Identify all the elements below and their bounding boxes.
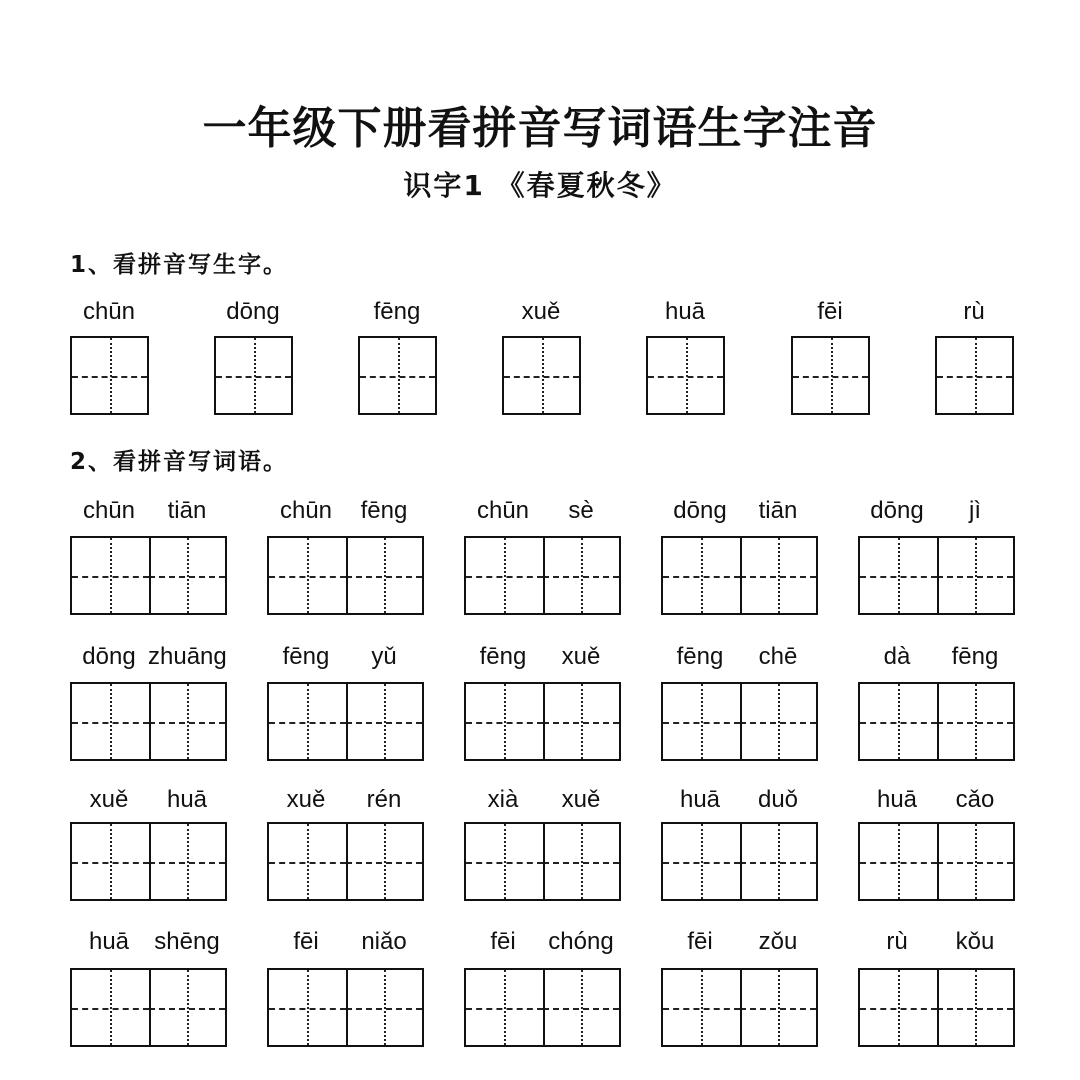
guide-line-horizontal: [543, 1008, 620, 1010]
guide-line-horizontal: [149, 722, 226, 724]
pinyin-label: fēi: [293, 928, 319, 955]
guide-line-horizontal: [937, 1008, 1014, 1010]
pinyin-label: fēi: [817, 298, 843, 325]
cell-divider: [740, 824, 742, 899]
cell-divider: [937, 538, 939, 613]
writing-cell[interactable]: [543, 824, 620, 899]
guide-line-horizontal: [269, 722, 346, 724]
pinyin-label: fēng: [282, 643, 330, 670]
writing-cell[interactable]: [860, 970, 937, 1045]
cell-divider: [149, 538, 151, 613]
guide-line-horizontal: [937, 376, 1012, 378]
writing-cell[interactable]: [663, 684, 740, 759]
cell-divider: [149, 824, 151, 899]
pinyin-label: rén: [366, 786, 402, 813]
pinyin-label: huā: [679, 786, 721, 813]
word-tianzige-box[interactable]: [464, 682, 621, 761]
cell-divider: [543, 684, 545, 759]
guide-line-horizontal: [504, 376, 579, 378]
guide-line-horizontal: [793, 376, 868, 378]
pinyin-label: chūn: [279, 497, 333, 524]
guide-line-horizontal: [543, 576, 620, 578]
word-tianzige-box[interactable]: [267, 682, 424, 761]
writing-cell[interactable]: [793, 338, 868, 413]
pinyin-label: duǒ: [757, 786, 799, 813]
writing-cell[interactable]: [543, 538, 620, 613]
guide-line-horizontal: [346, 576, 423, 578]
pinyin-label: kǒu: [955, 928, 995, 955]
tianzige-box[interactable]: [935, 336, 1014, 415]
writing-cell[interactable]: [543, 970, 620, 1045]
pinyin-label: yǔ: [371, 643, 397, 670]
writing-cell[interactable]: [860, 684, 937, 759]
guide-line-horizontal: [346, 722, 423, 724]
guide-line-horizontal: [466, 576, 543, 578]
word-tianzige-box[interactable]: [464, 822, 621, 901]
guide-line-horizontal: [149, 1008, 226, 1010]
guide-line-horizontal: [860, 862, 937, 864]
pinyin-label: rù: [886, 928, 908, 955]
cell-divider: [346, 824, 348, 899]
pinyin-label: dōng: [82, 643, 136, 670]
word-tianzige-box[interactable]: [70, 822, 227, 901]
pinyin-label: xuě: [561, 786, 601, 813]
writing-cell[interactable]: [466, 824, 543, 899]
guide-line-horizontal: [740, 576, 817, 578]
writing-cell[interactable]: [860, 538, 937, 613]
cell-divider: [937, 970, 939, 1045]
guide-line-horizontal: [543, 862, 620, 864]
pinyin-label: huā: [876, 786, 918, 813]
pinyin-label: xuě: [89, 786, 129, 813]
writing-cell[interactable]: [937, 824, 1014, 899]
guide-line-horizontal: [466, 1008, 543, 1010]
pinyin-label: shēng: [154, 928, 220, 955]
tianzige-box[interactable]: [214, 336, 293, 415]
writing-cell[interactable]: [663, 970, 740, 1045]
guide-line-horizontal: [466, 722, 543, 724]
writing-cell[interactable]: [937, 684, 1014, 759]
guide-line-horizontal: [860, 722, 937, 724]
tianzige-box[interactable]: [791, 336, 870, 415]
writing-cell[interactable]: [269, 824, 346, 899]
word-tianzige-box[interactable]: [661, 968, 818, 1047]
writing-cell[interactable]: [663, 538, 740, 613]
cell-divider: [937, 684, 939, 759]
writing-cell[interactable]: [466, 538, 543, 613]
writing-cell[interactable]: [149, 538, 226, 613]
tianzige-box[interactable]: [358, 336, 437, 415]
writing-cell[interactable]: [937, 338, 1012, 413]
guide-line-horizontal: [346, 1008, 423, 1010]
word-tianzige-box[interactable]: [267, 968, 424, 1047]
pinyin-label: chūn: [476, 497, 530, 524]
writing-cell[interactable]: [346, 824, 423, 899]
lesson-subtitle: 识字1 《春夏秋冬》: [403, 169, 677, 202]
writing-cell[interactable]: [72, 538, 149, 613]
cell-divider: [149, 684, 151, 759]
cell-divider: [740, 684, 742, 759]
writing-cell[interactable]: [937, 970, 1014, 1045]
pinyin-label: zhuāng: [148, 643, 227, 670]
guide-line-horizontal: [72, 862, 149, 864]
writing-cell[interactable]: [360, 338, 435, 413]
writing-cell[interactable]: [269, 970, 346, 1045]
writing-cell[interactable]: [346, 970, 423, 1045]
guide-line-horizontal: [149, 862, 226, 864]
pinyin-label: fēi: [490, 928, 516, 955]
writing-cell[interactable]: [466, 684, 543, 759]
cell-divider: [740, 538, 742, 613]
pinyin-label: xuě: [286, 786, 326, 813]
pinyin-label: tiān: [758, 497, 798, 524]
guide-line-horizontal: [860, 576, 937, 578]
tianzige-box[interactable]: [646, 336, 725, 415]
pinyin-label: chūn: [82, 497, 136, 524]
guide-line-horizontal: [937, 576, 1014, 578]
guide-line-horizontal: [937, 862, 1014, 864]
guide-line-horizontal: [216, 376, 291, 378]
pinyin-label: niǎo: [361, 928, 407, 955]
writing-cell[interactable]: [504, 338, 579, 413]
writing-cell[interactable]: [663, 824, 740, 899]
guide-line-horizontal: [269, 576, 346, 578]
word-tianzige-box[interactable]: [70, 968, 227, 1047]
writing-cell[interactable]: [149, 684, 226, 759]
writing-cell[interactable]: [648, 338, 723, 413]
writing-cell[interactable]: [740, 684, 817, 759]
pinyin-label: tiān: [167, 497, 207, 524]
word-tianzige-box[interactable]: [70, 536, 227, 615]
cell-divider: [149, 970, 151, 1045]
word-tianzige-box[interactable]: [661, 682, 818, 761]
cell-divider: [740, 970, 742, 1045]
writing-cell[interactable]: [346, 684, 423, 759]
pinyin-label: chūn: [82, 298, 136, 325]
pinyin-label: chóng: [548, 928, 614, 955]
guide-line-horizontal: [860, 1008, 937, 1010]
word-tianzige-box[interactable]: [464, 536, 621, 615]
guide-line-horizontal: [72, 376, 147, 378]
guide-line-horizontal: [663, 722, 740, 724]
pinyin-label: jì: [969, 497, 981, 524]
section2-heading: 2、看拼音写词语。: [70, 449, 289, 475]
pinyin-label: dōng: [673, 497, 727, 524]
pinyin-label: rù: [963, 298, 985, 325]
guide-line-horizontal: [72, 1008, 149, 1010]
word-tianzige-box[interactable]: [267, 822, 424, 901]
pinyin-label: dà: [883, 643, 911, 670]
cell-divider: [543, 538, 545, 613]
guide-line-horizontal: [663, 862, 740, 864]
pinyin-label: fēng: [479, 643, 527, 670]
word-tianzige-box[interactable]: [858, 536, 1015, 615]
guide-line-horizontal: [740, 862, 817, 864]
guide-line-horizontal: [543, 722, 620, 724]
guide-line-horizontal: [663, 1008, 740, 1010]
pinyin-label: zǒu: [758, 928, 798, 955]
guide-line-horizontal: [466, 862, 543, 864]
writing-cell[interactable]: [466, 970, 543, 1045]
word-tianzige-box[interactable]: [661, 822, 818, 901]
guide-line-horizontal: [269, 862, 346, 864]
guide-line-horizontal: [72, 576, 149, 578]
writing-cell[interactable]: [740, 970, 817, 1045]
word-tianzige-box[interactable]: [858, 968, 1015, 1047]
cell-divider: [346, 970, 348, 1045]
word-tianzige-box[interactable]: [267, 536, 424, 615]
writing-cell[interactable]: [72, 970, 149, 1045]
pinyin-label: sè: [568, 497, 594, 524]
guide-line-horizontal: [346, 862, 423, 864]
pinyin-label: fēng: [676, 643, 724, 670]
pinyin-label: cǎo: [955, 786, 995, 813]
writing-cell[interactable]: [860, 824, 937, 899]
pinyin-label: fēi: [687, 928, 713, 955]
cell-divider: [937, 824, 939, 899]
pinyin-label: xuě: [521, 298, 561, 325]
writing-cell[interactable]: [149, 824, 226, 899]
pinyin-label: huā: [88, 928, 130, 955]
guide-line-horizontal: [149, 576, 226, 578]
writing-cell[interactable]: [72, 684, 149, 759]
pinyin-label: fēng: [373, 298, 421, 325]
writing-cell[interactable]: [346, 538, 423, 613]
section1-heading: 1、看拼音写生字。: [70, 252, 289, 278]
tianzige-box[interactable]: [70, 336, 149, 415]
pinyin-label: fēng: [360, 497, 408, 524]
writing-cell[interactable]: [543, 684, 620, 759]
guide-line-horizontal: [663, 576, 740, 578]
writing-cell[interactable]: [269, 538, 346, 613]
guide-line-horizontal: [740, 722, 817, 724]
tianzige-box[interactable]: [502, 336, 581, 415]
pinyin-label: xià: [487, 786, 519, 813]
cell-divider: [543, 824, 545, 899]
word-tianzige-box[interactable]: [858, 822, 1015, 901]
pinyin-label: fēng: [951, 643, 999, 670]
word-tianzige-box[interactable]: [70, 682, 227, 761]
guide-line-horizontal: [269, 1008, 346, 1010]
pinyin-label: dōng: [226, 298, 280, 325]
guide-line-horizontal: [937, 722, 1014, 724]
guide-line-horizontal: [648, 376, 723, 378]
cell-divider: [346, 538, 348, 613]
guide-line-horizontal: [72, 722, 149, 724]
word-tianzige-box[interactable]: [858, 682, 1015, 761]
writing-cell[interactable]: [269, 684, 346, 759]
pinyin-label: dōng: [870, 497, 924, 524]
writing-cell[interactable]: [740, 538, 817, 613]
pinyin-label: huā: [664, 298, 706, 325]
cell-divider: [543, 970, 545, 1045]
guide-line-horizontal: [360, 376, 435, 378]
word-tianzige-box[interactable]: [464, 968, 621, 1047]
cell-divider: [346, 684, 348, 759]
worksheet-title: 一年级下册看拼音写词语生字注音: [202, 103, 878, 154]
writing-cell[interactable]: [149, 970, 226, 1045]
pinyin-label: huā: [166, 786, 208, 813]
writing-cell[interactable]: [216, 338, 291, 413]
writing-cell[interactable]: [937, 538, 1014, 613]
word-tianzige-box[interactable]: [661, 536, 818, 615]
writing-cell[interactable]: [740, 824, 817, 899]
writing-cell[interactable]: [72, 338, 147, 413]
guide-line-horizontal: [740, 1008, 817, 1010]
pinyin-label: xuě: [561, 643, 601, 670]
pinyin-label: chē: [758, 643, 798, 670]
writing-cell[interactable]: [72, 824, 149, 899]
